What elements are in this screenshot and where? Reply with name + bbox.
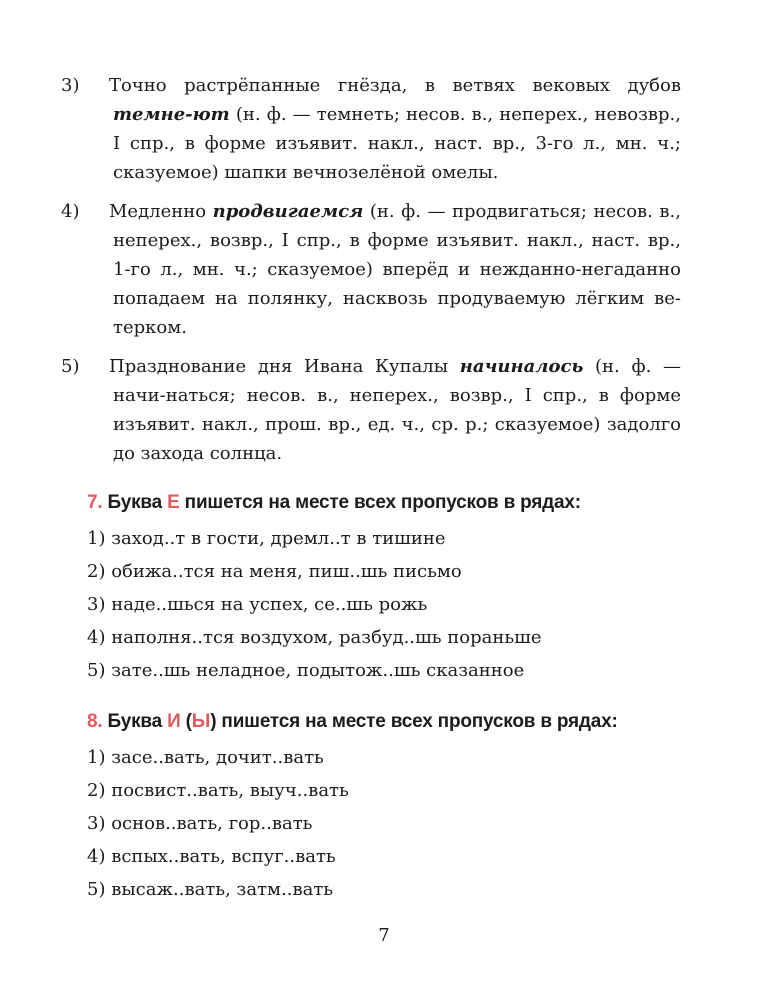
answer-item: [61, 71, 681, 187]
task-7: [87, 490, 681, 687]
task-heading: 8. Буква И (Ы) пишется на месте всех пропусков в рядах:: [87, 711, 618, 732]
answer-text-after: (н. ф. — продвигаться; несов. в., неперех., возвр., I спр., в форме изъявит. накл., наст. вр., 1-го л., мн. ч.; сказуемое) вперёд и нежданно-негаданно попадаем на полянку, насквозь продуваемую лёгким ве-терком.: [113, 201, 682, 338]
task-heading: 7. Буква Е пишется на месте всех пропусков в рядах:: [87, 492, 581, 513]
answer-item: [61, 197, 682, 342]
task-8: [87, 709, 681, 906]
answer-item: [61, 352, 682, 468]
highlighted-letter: И: [167, 711, 181, 732]
highlighted-letter: Е: [167, 492, 180, 513]
option-item: 5) зате..шь неладное, подытож..шь сказанное: [87, 660, 525, 681]
task-number: 8.: [87, 711, 103, 732]
option-item: 1) засе..вать, дочит..вать: [87, 747, 324, 768]
page-content: [61, 71, 682, 906]
answer-verb: темне-ют: [113, 104, 230, 125]
answer-text-after: (н. ф. — темнеть; несов. в., неперех., невозвр., I спр., в форме изъявит. накл., наст. вр., 3-го л., мн. ч.; сказуемое) шапки вечнозелёной омелы.: [113, 104, 681, 183]
answer-text-before: Точно растрёпанные гнёзда, в ветвях вековых дубов: [109, 75, 681, 96]
answer-verb: продвигаемся: [212, 201, 364, 222]
option-item: 4) вспых..вать, вспуг..вать: [87, 846, 336, 867]
option-item: 3) основ..вать, гор..вать: [87, 813, 313, 834]
answer-number: 3): [61, 75, 80, 96]
highlighted-letter: Ы: [191, 711, 211, 732]
answer-text-after: (н. ф. — начи-наться; несов. в., неперех., возвр., I спр., в форме изъявит. накл., прош. вр., ед. ч., ср. р.; сказуемое) задолго до захода солнца.: [113, 356, 682, 464]
answer-number: 4): [61, 201, 80, 222]
option-item: 3) наде..шься на успех, се..шь рожь: [87, 594, 428, 615]
answer-text-before: Медленно: [109, 201, 213, 222]
answer-verb: начиналось: [459, 356, 584, 377]
answer-text-before: Празднование дня Ивана Купалы: [109, 356, 460, 377]
option-item: 1) заход..т в гости, дремл..т в тишине: [87, 528, 446, 549]
task-number: 7.: [87, 492, 103, 513]
option-item: 4) наполня..тся воздухом, разбуд..шь пораньше: [87, 627, 542, 648]
page-number: 7: [378, 925, 390, 946]
option-item: 2) обижа..тся на меня, пиш..шь письмо: [87, 561, 462, 582]
option-item: 2) посвист..вать, выуч..вать: [87, 780, 349, 801]
answer-number: 5): [61, 356, 80, 377]
option-item: 5) высаж..вать, затм..вать: [87, 879, 334, 900]
